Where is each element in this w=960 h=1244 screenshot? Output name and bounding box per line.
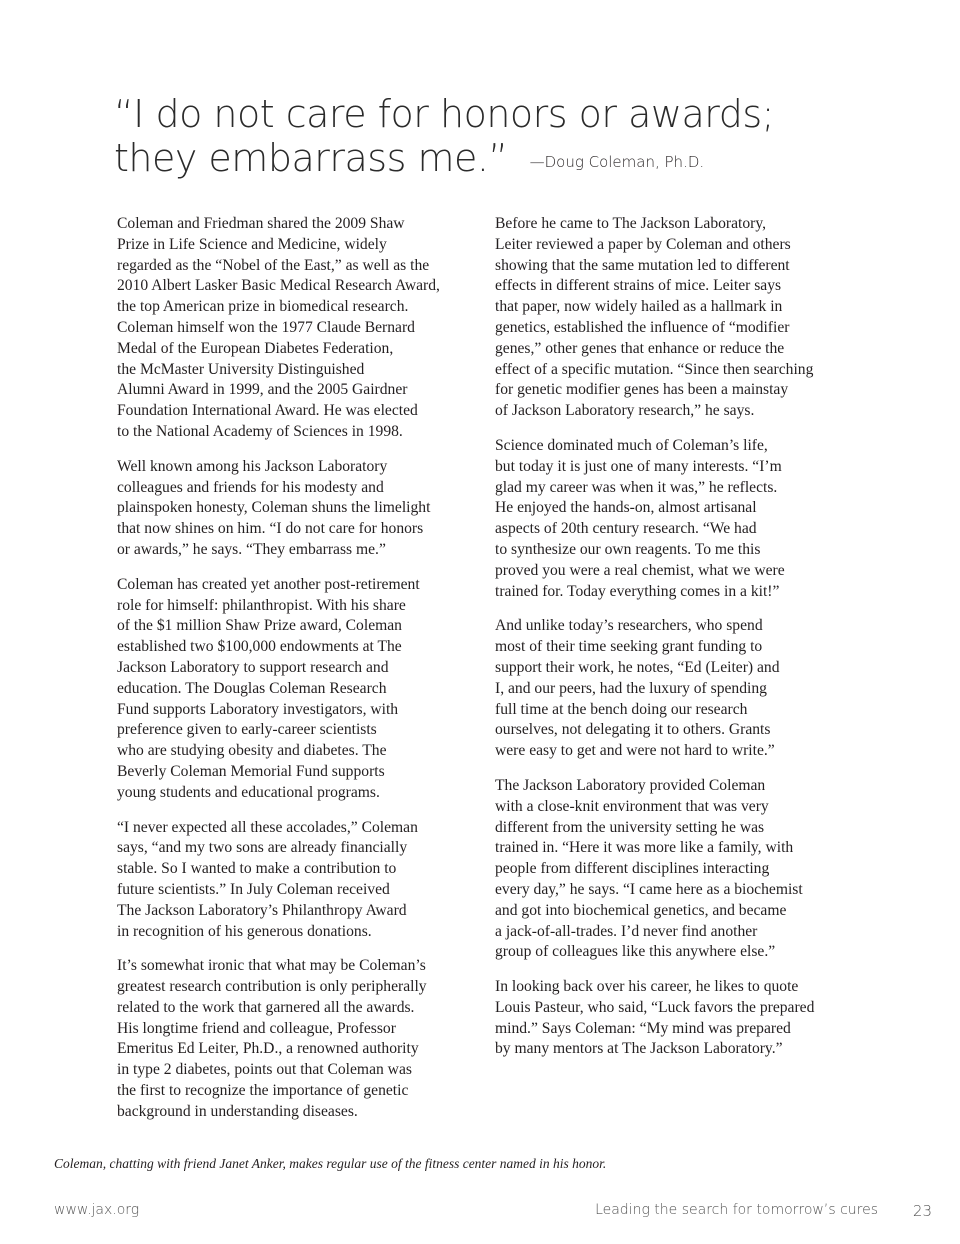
article-paragraph [117, 457, 479, 561]
text-line: but today it is just one of many interests. “I’m [495, 457, 782, 475]
text-line: stable. So I wanted to make a contribution to [117, 860, 397, 878]
text-line: Well known among his Jackson Laboratory [117, 457, 388, 475]
text-line: The Jackson Laboratory’s Philanthropy Award [117, 901, 407, 919]
page-number: 23 [912, 1202, 932, 1220]
text-line: full time at the bench doing our research [495, 700, 748, 718]
text-line: different from the university setting he was [495, 818, 765, 836]
text-line: Science dominated much of Coleman’s life, [495, 436, 768, 454]
text-line: His longtime friend and colleague, Professor [117, 1019, 396, 1037]
text-line: “I never expected all these accolades,” Coleman [117, 818, 418, 836]
left-column [117, 214, 479, 1137]
text-line: Jackson Laboratory to support research and [117, 658, 389, 676]
text-line: background in understanding diseases. [117, 1102, 358, 1120]
article-paragraph [117, 575, 479, 804]
text-line: most of their time seeking grant funding to [495, 638, 763, 656]
text-line: a jack-of-all-trades. I’d never find another [495, 922, 758, 940]
pull-quote-line-2 [114, 136, 914, 184]
text-line: The Jackson Laboratory provided Coleman [495, 776, 766, 794]
text-line: Coleman himself won the 1977 Claude Bernard [117, 318, 415, 336]
text-line: Louis Pasteur, who said, “Luck favors the prepared [495, 998, 815, 1016]
text-line: greatest research contribution is only peripherally [117, 978, 427, 996]
text-line: the first to recognize the importance of genetic [117, 1082, 409, 1100]
text-line: by many mentors at The Jackson Laboratory.” [495, 1040, 783, 1058]
text-line: regarded as the “Nobel of the East,” as well as the [117, 256, 430, 274]
text-line: young students and educational programs. [117, 783, 380, 801]
text-line: 2010 Albert Lasker Basic Medical Research Award, [117, 277, 440, 295]
text-line: mind.” Says Coleman: “My mind was prepared [495, 1019, 791, 1037]
text-line: Coleman and Friedman shared the 2009 Shaw [117, 215, 405, 232]
pull-quote-line-1: “I do not care for honors or awards; [114, 92, 774, 136]
text-line: that now shines on him. “I do not care for honors [117, 520, 424, 538]
text-line: support their work, he notes, “Ed (Leiter) and [495, 658, 780, 676]
text-line: colleagues and friends for his modesty and [117, 478, 384, 496]
text-line: He enjoyed the hands-on, almost artisanal [495, 499, 757, 517]
text-line: showing that the same mutation led to different [495, 256, 790, 274]
text-line: Emeritus Ed Leiter, Ph.D., a renowned authority [117, 1040, 419, 1058]
article-paragraph [495, 776, 855, 963]
footer-url: www.jax.org [54, 1202, 140, 1218]
footer-tagline: Leading the search for tomorrow’s cures [595, 1202, 878, 1218]
text-line: of Jackson Laboratory research,” he says. [495, 402, 755, 420]
text-line: every day,” he says. “I came here as a biochemist [495, 880, 803, 898]
text-line: people from different disciplines interacting [495, 860, 770, 878]
text-line: Leiter reviewed a paper by Coleman and others [495, 235, 791, 253]
text-line: with a close-knit environment that was very [495, 797, 769, 815]
text-line: were easy to get and were not hard to write.” [495, 742, 775, 760]
photo-caption: Coleman, chatting with friend Janet Anker, makes regular use of the fitness center named in his honor. [54, 1156, 607, 1171]
text-line: trained in. “Here it was more like a family, with [495, 839, 794, 857]
text-line: Prize in Life Science and Medicine, widely [117, 235, 387, 253]
text-line: to synthesize our own reagents. To me this [495, 540, 761, 558]
article-paragraph [495, 977, 855, 1060]
text-line: preference given to early-career scientists [117, 721, 377, 739]
text-line: of the $1 million Shaw Prize award, Coleman [117, 617, 402, 635]
pull-quote-attribution: —Doug Coleman, Ph.D. [529, 153, 705, 171]
text-line: I, and our peers, had the luxury of spending [495, 679, 767, 697]
text-line: for genetic modifier genes has been a mainstay [495, 381, 789, 399]
text-line: Before he came to The Jackson Laboratory, [495, 215, 767, 232]
text-line: education. The Douglas Coleman Research [117, 679, 387, 697]
text-line: the top American prize in biomedical research. [117, 298, 409, 316]
text-line: in type 2 diabetes, points out that Coleman was [117, 1061, 412, 1079]
text-line: who are studying obesity and diabetes. The [117, 742, 387, 760]
article-paragraph [117, 818, 479, 943]
article-paragraph [495, 616, 855, 762]
text-line: in recognition of his generous donations. [117, 922, 372, 940]
right-column [495, 214, 855, 1074]
text-line: or awards,” he says. “They embarrass me.” [117, 540, 386, 558]
text-line: the McMaster University Distinguished [117, 360, 365, 378]
text-line: Fund supports Laboratory investigators, with [117, 700, 399, 718]
text-line: It’s somewhat ironic that what may be Coleman’s [117, 957, 426, 975]
text-line: related to the work that garnered all the awards. [117, 998, 415, 1016]
text-line: established two $100,000 endowments at The [117, 638, 402, 656]
text-line: And unlike today’s researchers, who spend [495, 617, 763, 635]
text-line: to the National Academy of Sciences in 1998. [117, 422, 403, 440]
text-line: trained for. Today everything comes in a kit!” [495, 582, 780, 600]
text-line: effect of a specific mutation. “Since then searching [495, 360, 814, 378]
text-line: Alumni Award in 1999, and the 2005 Gairdner [117, 381, 408, 399]
text-line: says, “and my two sons are already financially [117, 839, 408, 857]
text-line: future scientists.” In July Coleman received [117, 880, 390, 898]
article-paragraph [495, 214, 855, 422]
text-line: Medal of the European Diabetes Federation, [117, 339, 394, 357]
text-line: Beverly Coleman Memorial Fund supports [117, 762, 385, 780]
article-paragraph [117, 214, 479, 443]
text-line: genetics, established the influence of “modifier [495, 318, 790, 336]
text-line: In looking back over his career, he likes to quote [495, 978, 799, 996]
text-line: Foundation International Award. He was elected [117, 402, 418, 420]
text-line: group of colleagues like this anywhere else.” [495, 943, 776, 961]
article-paragraph [495, 436, 855, 602]
text-line: and got into biochemical genetics, and became [495, 901, 787, 919]
text-line: effects in different strains of mice. Leiter says [495, 277, 782, 295]
pull-quote [114, 92, 914, 184]
text-line: proved you were a real chemist, what we were [495, 561, 785, 579]
text-line: genes,” other genes that enhance or reduce the [495, 339, 785, 357]
text-line: ourselves, not delegating it to others. Grants [495, 721, 771, 739]
article-paragraph [117, 956, 479, 1122]
pull-quote-line-2-text: they embarrass me.” [114, 136, 508, 180]
text-line: aspects of 20th century research. “We had [495, 520, 757, 538]
text-line: role for himself: philanthropist. With his share [117, 596, 406, 614]
text-line: Coleman has created yet another post-retirement [117, 575, 420, 593]
text-line: glad my career was when it was,” he reflects. [495, 478, 778, 496]
text-line: plainspoken honesty, Coleman shuns the limelight [117, 499, 431, 517]
text-line: that paper, now widely hailed as a hallmark in [495, 298, 783, 316]
